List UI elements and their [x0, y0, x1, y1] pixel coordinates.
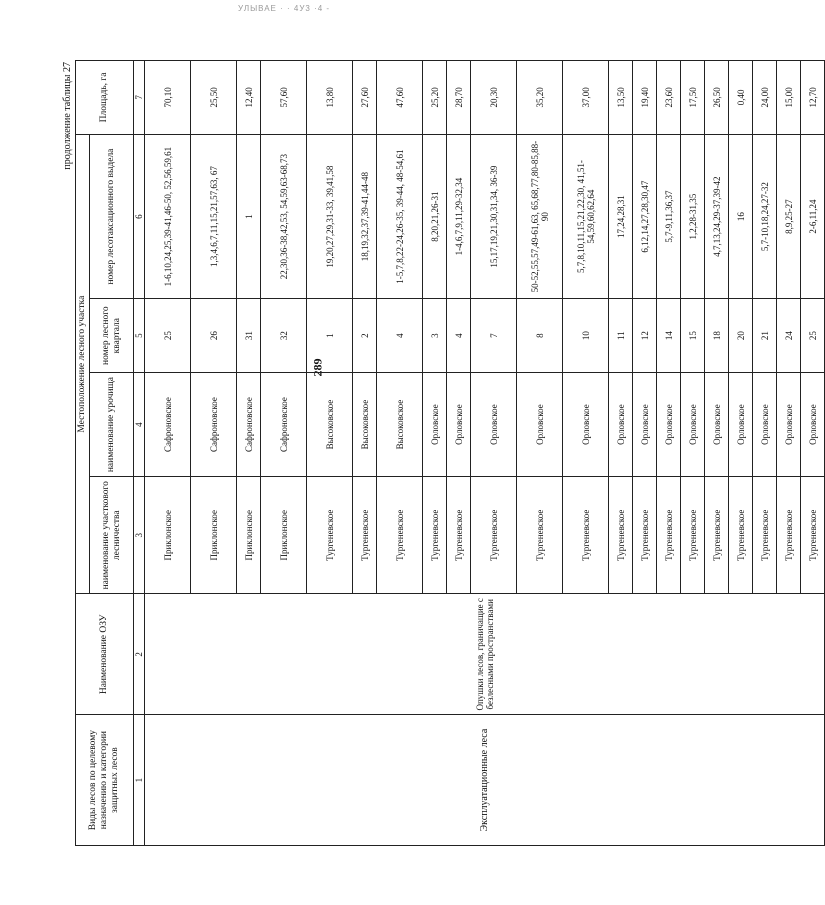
area-cell: 17,50 [681, 61, 705, 135]
forestry-cell: Тургеневское [517, 477, 563, 594]
quarter-cell: 8 [517, 299, 563, 373]
area-cell: 57,60 [261, 61, 307, 135]
tract-cell: Орловское [729, 373, 753, 477]
area-cell: 15,00 [777, 61, 801, 135]
allotment-cell: 19,20,27,29,31-33, 39,41,58 [307, 134, 353, 298]
column-number: 6 [134, 134, 145, 298]
area-cell: 25,20 [423, 61, 447, 135]
quarter-cell: 7 [471, 299, 517, 373]
forestry-cell: Тургеневское [777, 477, 801, 594]
area-cell: 26,50 [705, 61, 729, 135]
tract-cell: Сафроновское [261, 373, 307, 477]
column-number-row [134, 61, 145, 846]
forestry-cell: Приклонское [191, 477, 237, 594]
forestry-cell: Приклонское [261, 477, 307, 594]
tract-cell: Орловское [753, 373, 777, 477]
tract-cell: Орловское [777, 373, 801, 477]
tract-cell: Орловское [633, 373, 657, 477]
area-cell: 19,40 [633, 61, 657, 135]
tract-cell: Орловское [423, 373, 447, 477]
header-category: Виды лесов по целевому назначению и категории защитных лесов [76, 715, 134, 846]
quarter-cell: 18 [705, 299, 729, 373]
column-number: 1 [134, 715, 145, 846]
forestry-cell: Тургеневское [377, 477, 423, 594]
allotment-cell: 17,24,28,31 [609, 134, 633, 298]
header-allotment: номер лесотаксационного выдела [90, 134, 134, 298]
forestry-cell: Тургеневское [633, 477, 657, 594]
area-cell: 13,80 [307, 61, 353, 135]
header-location-group: Местоположение лесного участка [76, 134, 90, 594]
forestry-cell: Тургеневское [423, 477, 447, 594]
forestry-cell: Тургеневское [563, 477, 609, 594]
area-cell: 25,50 [191, 61, 237, 135]
category-cell: Эксплуатационные леса [145, 715, 825, 846]
allotment-cell: 18,19,32,37,39-41,44-48 [353, 134, 377, 298]
header-tract: наименование урочища [90, 373, 134, 477]
quarter-cell: 11 [609, 299, 633, 373]
quarter-cell: 12 [633, 299, 657, 373]
allotment-cell: 5,7-9,11,36,37 [657, 134, 681, 298]
forestry-cell: Тургеневское [753, 477, 777, 594]
rotated-table-page [61, 60, 818, 846]
tract-cell: Орловское [609, 373, 633, 477]
area-cell: 24,00 [753, 61, 777, 135]
tract-cell: Высоковское [353, 373, 377, 477]
area-cell: 12,40 [237, 61, 261, 135]
quarter-cell: 4 [447, 299, 471, 373]
header-forestry: наименование участкового лесничества [90, 477, 134, 594]
column-number: 2 [134, 594, 145, 715]
allotment-cell: 16 [729, 134, 753, 298]
forestry-cell: Тургеневское [447, 477, 471, 594]
forestry-cell: Тургеневское [801, 477, 825, 594]
tract-cell: Высоковское [377, 373, 423, 477]
forestry-cell: Тургеневское [307, 477, 353, 594]
allotment-cell: 8,20,21,26-31 [423, 134, 447, 298]
quarter-cell: 4 [377, 299, 423, 373]
forest-sites-table [75, 60, 825, 846]
area-cell: 27,60 [353, 61, 377, 135]
area-cell: 12,70 [801, 61, 825, 135]
quarter-cell: 25 [801, 299, 825, 373]
tract-cell: Орловское [471, 373, 517, 477]
tract-cell: Орловское [657, 373, 681, 477]
allotment-cell: 1,3,4,6,7,11,15,21,57,63, 67 [191, 134, 237, 298]
forestry-cell: Приклонское [145, 477, 191, 594]
area-cell: 47,60 [377, 61, 423, 135]
area-cell: 70,10 [145, 61, 191, 135]
tract-cell: Орловское [563, 373, 609, 477]
forestry-cell: Тургеневское [681, 477, 705, 594]
header-area: Площадь, га [76, 61, 134, 135]
allotment-cell: 1 [237, 134, 261, 298]
quarter-cell: 20 [729, 299, 753, 373]
tract-cell: Орловское [447, 373, 471, 477]
page-number: 289 [310, 358, 325, 377]
allotment-cell: 1-6,10,24,25,39-41,46-50, 52,56,59,61 [145, 134, 191, 298]
tract-cell: Орловское [681, 373, 705, 477]
area-cell: 28,70 [447, 61, 471, 135]
quarter-cell: 14 [657, 299, 681, 373]
quarter-cell: 32 [261, 299, 307, 373]
allotment-cell: 1-5,7,8,22-24,26-35, 39-44, 48-54,61 [377, 134, 423, 298]
header-quarter: номер лесного квартала [90, 299, 134, 373]
allotment-cell: 22,30,36-38,42,53, 54,59,63-68,73 [261, 134, 307, 298]
scan-artifact-mark: УЛЫВАЕ · · 4У3 ·4 - [238, 4, 331, 13]
tract-cell: Орловское [705, 373, 729, 477]
quarter-cell: 2 [353, 299, 377, 373]
allotment-cell: 6,12,14,27,28,30,47 [633, 134, 657, 298]
allotment-cell: 1-4,6,7,9,11,29-32,34 [447, 134, 471, 298]
area-cell: 23,60 [657, 61, 681, 135]
allotment-cell: 4,7,13,24,29-37,39-42 [705, 134, 729, 298]
allotment-cell: 5,7,8,10,11,15,21,22,30, 41,51-54,59,60,62,64 [563, 134, 609, 298]
tract-cell: Сафроновское [191, 373, 237, 477]
tract-cell: Орловское [801, 373, 825, 477]
forestry-cell: Приклонское [237, 477, 261, 594]
quarter-cell: 21 [753, 299, 777, 373]
forestry-cell: Тургеневское [657, 477, 681, 594]
tract-cell: Сафроновское [237, 373, 261, 477]
quarter-cell: 25 [145, 299, 191, 373]
column-number: 3 [134, 477, 145, 594]
forestry-cell: Тургеневское [609, 477, 633, 594]
ozu-name-cell: Опушки лесов, граничащие с безлесными пространствами [145, 594, 825, 715]
quarter-cell: 24 [777, 299, 801, 373]
quarter-cell: 1 [307, 299, 353, 373]
forestry-cell: Тургеневское [353, 477, 377, 594]
quarter-cell: 31 [237, 299, 261, 373]
continuation-title: продолжение таблицы 27 [62, 62, 73, 170]
area-cell: 20,30 [471, 61, 517, 135]
area-cell: 37,00 [563, 61, 609, 135]
area-cell: 0,40 [729, 61, 753, 135]
column-number: 4 [134, 373, 145, 477]
forestry-cell: Тургеневское [729, 477, 753, 594]
quarter-cell: 15 [681, 299, 705, 373]
tract-cell: Орловское [517, 373, 563, 477]
column-number: 5 [134, 299, 145, 373]
table-row [145, 61, 191, 846]
header-ozu-name: Наименование ОЗУ [76, 594, 134, 715]
quarter-cell: 26 [191, 299, 237, 373]
allotment-cell: 1,2,28-31,35 [681, 134, 705, 298]
allotment-cell: 8,9,25-27 [777, 134, 801, 298]
tract-cell: Высоковское [307, 373, 353, 477]
allotment-cell: 2-6,11,24 [801, 134, 825, 298]
quarter-cell: 10 [563, 299, 609, 373]
quarter-cell: 3 [423, 299, 447, 373]
column-number: 7 [134, 61, 145, 135]
tract-cell: Сафроновское [145, 373, 191, 477]
area-cell: 35,20 [517, 61, 563, 135]
area-cell: 13,50 [609, 61, 633, 135]
allotment-cell: 5,7-10,18,24,27-32 [753, 134, 777, 298]
allotment-cell: 50-52,55,57,49-61,63, 65,68,77,80-85,88-90 [517, 134, 563, 298]
forestry-cell: Тургеневское [471, 477, 517, 594]
allotment-cell: 15,17,19,21,30,31,34, 36-39 [471, 134, 517, 298]
forestry-cell: Тургеневское [705, 477, 729, 594]
